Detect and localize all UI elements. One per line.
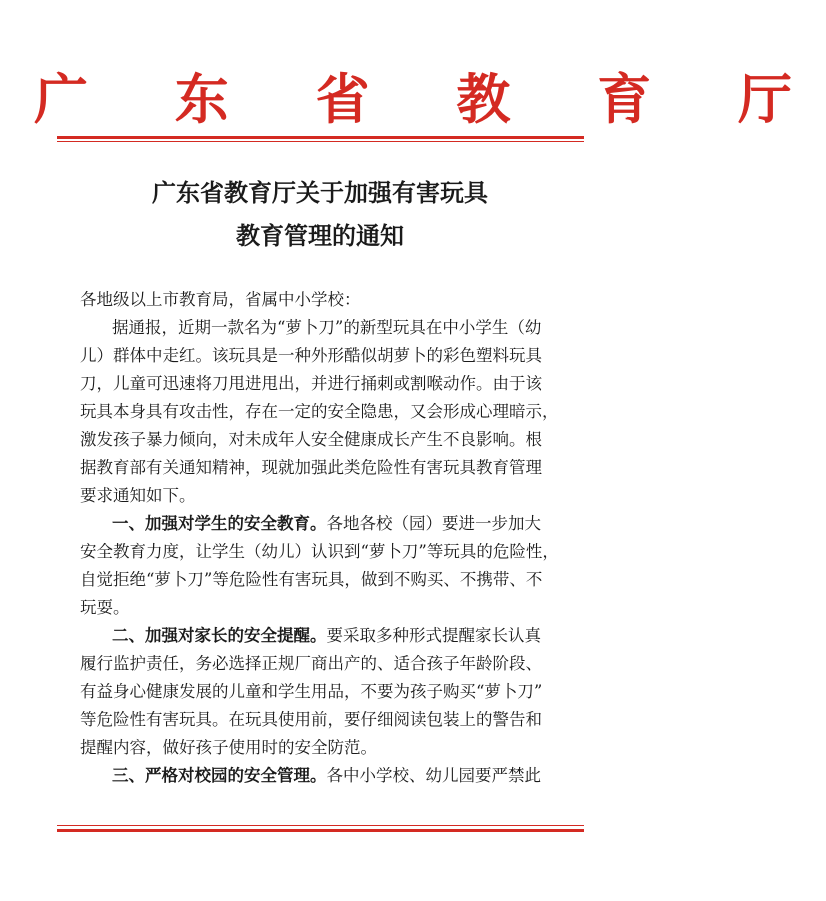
section-1-line: 安全教育力度，让学生（幼儿）认识到“萝卜刀”等玩具的危险性， [80,542,559,561]
salutation: 各地级以上市教育局，省属中小学校： [80,290,361,309]
intro-line: 据通报，近期一款名为“萝卜刀”的新型玩具在中小学生（幼 [112,318,542,337]
intro-line: 儿）群体中走红。该玩具是一种外形酷似胡萝卜的彩色塑料玩具 [80,346,542,365]
section-2-line: 有益身心健康发展的儿童和学生用品，不要为孩子购买“萝卜刀” [80,682,543,701]
section-1-first-line [80,510,576,538]
section-2-first-line [80,622,576,650]
document-title-line-2: 教育管理的通知 [236,221,404,250]
intro-line: 激发孩子暴力倾向，对未成年人安全健康成长产生不良影响。根 [80,430,542,449]
section-1-line: 玩耍。 [80,598,130,617]
section-1-text: 各地各校（园）要进一步加大 [326,514,541,533]
section-2-text: 要采取多种形式提醒家长认真 [326,626,541,645]
header-rule-thin [57,141,584,142]
section-2-line: 提醒内容，做好孩子使用时的安全防范。 [80,738,377,757]
document-title-line-1: 广东省教育厅关于加强有害玩具 [152,178,488,207]
footer-rule-thick [57,829,584,832]
header-rule-thick [57,136,584,139]
section-3-first-line [80,762,576,790]
document-body [80,286,576,790]
section-2-line: 等危险性有害玩具。在玩具使用前，要仔细阅读包装上的警告和 [80,710,542,729]
section-1-line: 自觉拒绝“萝卜刀”等危险性有害玩具，做到不购买、不携带、不 [80,570,543,589]
intro-line: 据教育部有关通知精神，现就加强此类危险性有害玩具教育管理 [80,458,542,477]
intro-line: 要求通知如下。 [80,486,196,505]
section-2-heading: 二、加强对家长的安全提醒。 [112,626,327,645]
section-3-heading: 三、严格对校园的安全管理。 [112,766,327,785]
section-2-line: 履行监护责任，务必选择正规厂商出产的、适合孩子年龄阶段、 [80,654,542,673]
intro-line: 玩具本身具有攻击性，存在一定的安全隐患，又会形成心理暗示， [80,402,559,421]
section-1-heading: 一、加强对学生的安全教育。 [112,514,327,533]
issuer-header: 广 东 省 教 育 厅 [34,67,826,131]
section-3-text: 各中小学校、幼儿园要严禁此 [326,766,541,785]
intro-line: 刀，儿童可迅速将刀甩进甩出，并进行捅刺或割喉动作。由于该 [80,374,542,393]
footer-rule-thin [57,825,584,826]
